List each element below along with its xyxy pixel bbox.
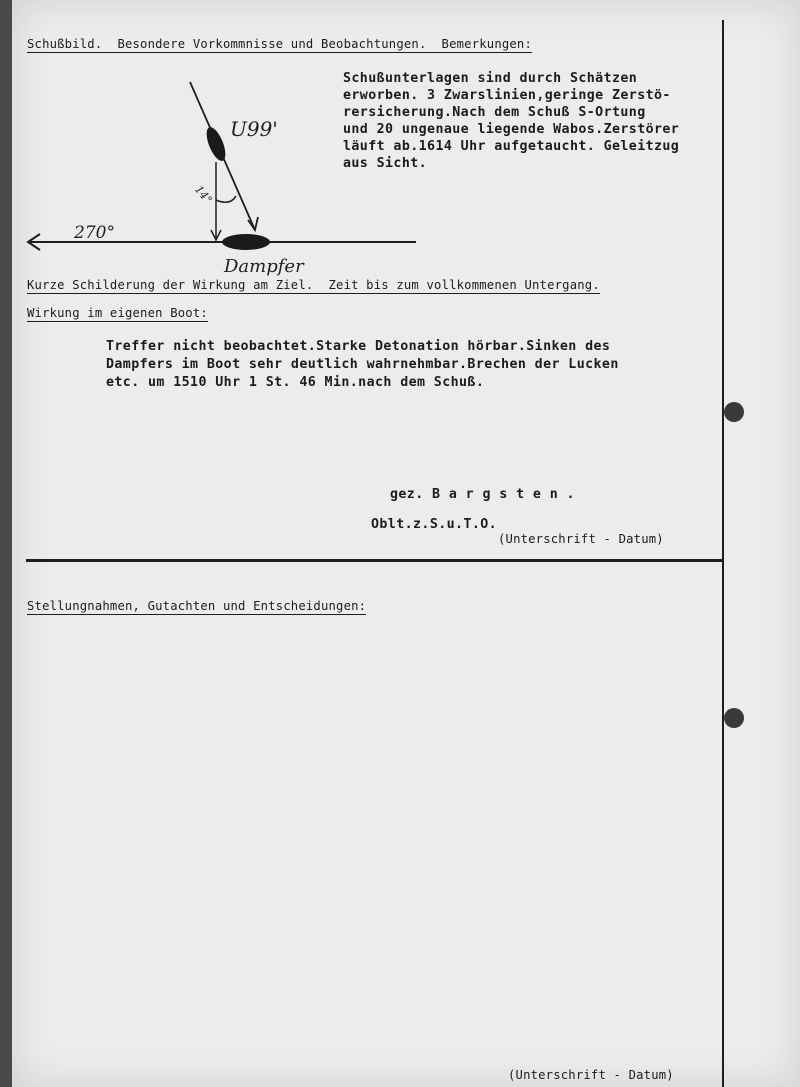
- section-heading-wirkung-ziel: Kurze Schilderung der Wirkung am Ziel. Zeit bis zum vollkommenen Untergang.: [27, 278, 600, 292]
- course-label: 270°: [74, 223, 115, 243]
- effect-line: Treffer nicht beobachtet.Starke Detonation hörbar.Sinken des: [106, 339, 611, 354]
- section-divider: [26, 559, 723, 562]
- signature-rank: Oblt.z.S.u.T.O.: [371, 517, 498, 532]
- remarks-line: aus Sicht.: [343, 156, 428, 171]
- angle-label: 14°: [192, 183, 215, 207]
- remarks-line: Schußunterlagen sind durch Schätzen: [343, 71, 638, 86]
- section-heading-wirkung-boot: Wirkung im eigenen Boot:: [27, 306, 208, 320]
- right-frame-line: [722, 20, 724, 1087]
- effect-line: Dampfers im Boot sehr deutlich wahrnehmbar.Brechen der Lucken: [106, 357, 619, 372]
- remarks-line: und 20 ungenaue liegende Wabos.Zerstörer: [343, 122, 680, 137]
- uboat-shape: [203, 125, 229, 164]
- effect-line: etc. um 1510 Uhr 1 St. 46 Min.nach dem Schuß.: [106, 375, 485, 390]
- remarks-line: erworben. 3 Zwarslinien,geringe Zerstö-: [343, 88, 671, 103]
- target-ship-shape: [222, 234, 270, 250]
- signature-caption: (Unterschrift - Datum): [498, 532, 664, 546]
- remarks-line: läuft ab.1614 Uhr aufgetaucht. Geleitzug: [343, 139, 680, 154]
- boat-label: U99': [230, 117, 278, 141]
- section-heading-stellungnahmen: Stellungnahmen, Gutachten und Entscheidungen:: [27, 599, 367, 613]
- remarks-line: rersicherung.Nach dem Schuß S-Ortung: [343, 105, 646, 120]
- footer-signature-caption: (Unterschrift - Datum): [508, 1068, 674, 1082]
- punch-hole: [724, 708, 744, 728]
- punch-hole: [724, 402, 744, 422]
- section-heading-schussbild: Schußbild. Besondere Vorkommnisse und Beobachtungen. Bemerkungen:: [27, 37, 533, 51]
- signature-name: gez. B a r g s t e n .: [390, 487, 575, 502]
- target-label: Dampfer: [224, 256, 304, 277]
- angle-arc: [216, 196, 236, 202]
